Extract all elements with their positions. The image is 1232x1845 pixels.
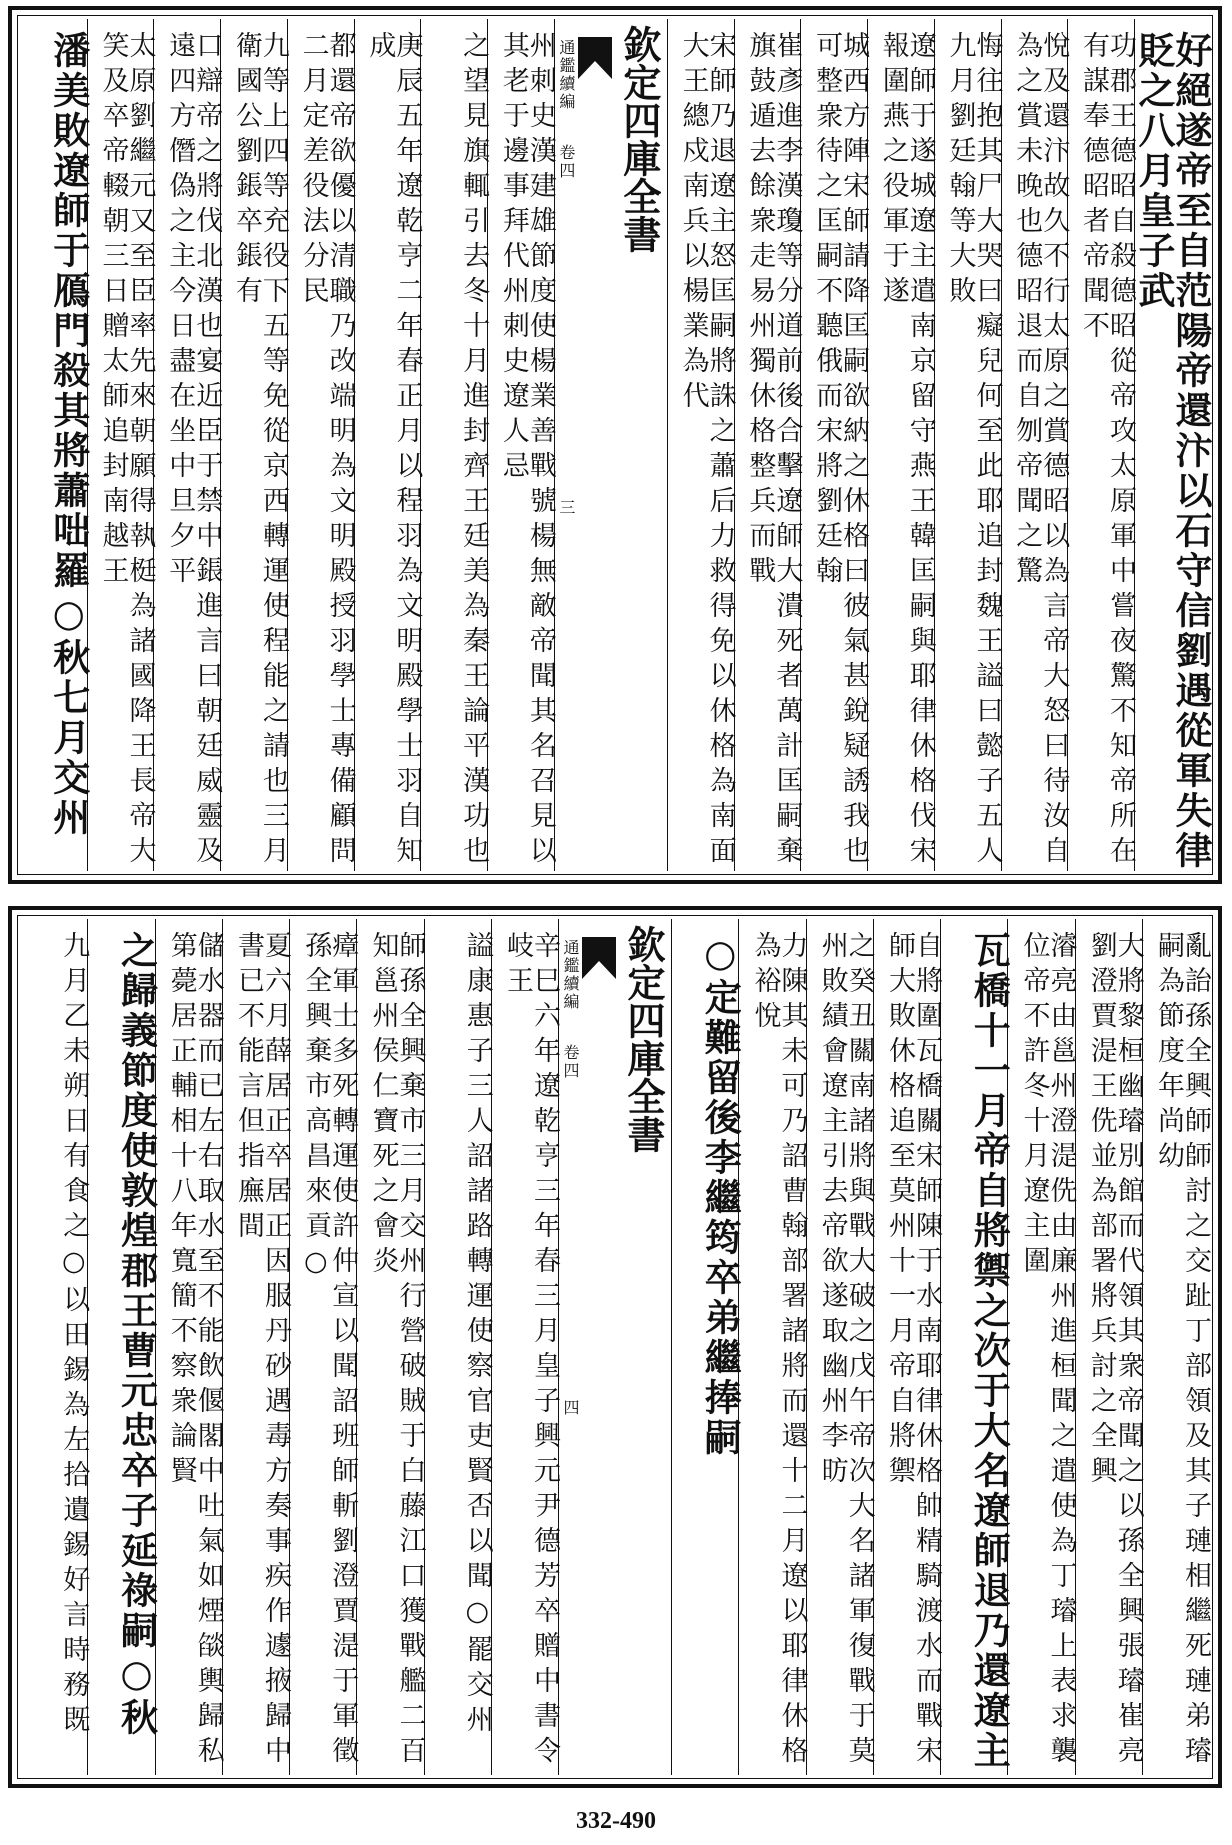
page-footer-number: 332-490	[576, 1808, 656, 1834]
text-column: 悅及還汴故久不行太原之賞德昭以為言帝大怒曰待汝自為之賞未晚也德昭退而自刎帝聞之驚	[1001, 19, 1068, 871]
text-column: 謚康惠子三人詔諸路轉運使察官吏賢否以聞○罷交州	[424, 919, 491, 1775]
text-column: 宋師乃退遼主怒匡嗣將誅之蕭后力救得免以休格為南面大王總戍南兵以楊業為代	[667, 19, 734, 871]
top-page-columns	[21, 19, 1213, 871]
text-column: 之望見旗輒引去冬十月進封齊王廷美為秦王論平漢功也	[420, 19, 487, 871]
text-column: 潘美敗遼師于鴈門殺其將蕭咄羅○秋七月交州	[46, 31, 91, 838]
text-column: 之歸義節度使敦煌郡王曹元忠卒子延祿嗣○秋	[87, 919, 154, 1775]
text-column: 夏六月薛居正卒居正因服丹砂遇毒方奏事疾作遽掖歸中書已不能言但指廡間	[222, 919, 289, 1775]
text-column: 功郡王德昭自殺德昭從帝攻太原軍中嘗夜驚不知帝所在有謀奉德昭者帝聞不	[1067, 19, 1134, 871]
text-column: 自將圍瓦橋關宋師陳于水南耶律休格帥精騎渡水而戰宋師大敗休格追至莫州十一月帝自將禦	[873, 919, 940, 1775]
volume-label: 卷四	[561, 1044, 580, 1080]
text-column: ○定難留後李繼筠卒弟繼捧嗣	[671, 919, 738, 1775]
top-page	[8, 6, 1222, 884]
text-column: 濬亮由邕州澄湜侁由廉州進桓聞之遣使為丁璿上表求襲位帝不許冬十月遼主圍	[1007, 919, 1074, 1775]
text-column: 悔往抱其尸大哭曰癡兒何至此耶追封魏王謚曰懿子五人九月劉廷翰等大敗	[934, 19, 1001, 871]
bottom-page	[8, 906, 1222, 1788]
text-column: 大將黎桓幽璿別館而代領其衆帝聞之以孫全興張璿崔亮劉澄賈湜王侁並為部署將兵討之全興	[1075, 919, 1142, 1775]
text-column: 州刺史漢建雄節度使楊業善戰號楊無敵帝聞其名召見以其老于邊事拜代州刺史遼人忌	[487, 19, 554, 871]
text-column: 太原劉繼元又至臣率先來朝願得執梃為諸國降王長帝大笑及卒帝輟朝三日贈太師追封南越王	[87, 19, 154, 871]
fish-tail-mark-icon	[582, 937, 616, 979]
text-column: 都還帝欲優以清職乃改端明為文明殿授羽學士專備顧問二月定差役法分民	[287, 19, 354, 871]
volume-label: 卷四	[556, 144, 576, 180]
series-title: 欽定四庫全書	[616, 25, 662, 253]
text-column: 辛巳六年遼乾亨三年春三月皇子興元尹德芳卒贈中書令岐王	[491, 919, 558, 1775]
text-column: 遼師于遂城遼主遣南京留守燕王韓匡嗣與耶律休格伐宋報圍燕之役軍于遂	[867, 19, 934, 871]
text-column: 好絕遂帝至自范陽帝還汴以石守信劉遇從軍失律貶之八月皇子武	[1134, 19, 1209, 871]
text-column: 城西方陣宋師請降匡嗣欲納之休格曰彼氣甚銳疑誘我也可整衆待之匡嗣不聽俄而宋將劉廷翰	[800, 19, 867, 871]
fish-tail-mark-icon	[578, 37, 612, 79]
center-fold	[558, 919, 671, 1775]
text-column: 九等上四等充役下五等免從京西轉運使程能之請也三月衛國公劉鋹卒鋹有	[220, 19, 287, 871]
text-column: 師孫全興棄市三月交州行營破賊于白藤江口獲戰艦二百知邕州侯仁寶死之會炎	[356, 919, 423, 1775]
text-column: 瓦橋十一月帝自將禦之次于大名遼師退乃還遼主	[940, 919, 1007, 1775]
text-column: 庚辰五年遼乾亨二年春正月以程羽為文明殿學士羽自知成	[354, 19, 421, 871]
page-number: 四	[561, 1399, 580, 1415]
text-column: 力陳其未可乃詔曹翰部署諸將而還十二月遼以耶律休格為裕悅	[738, 919, 805, 1775]
book-title: 通鑑續編	[561, 939, 580, 1011]
text-column: 亂詒孫全興師師討之交趾丁部領及其子璉相繼死璉弟璿嗣為節度年尚幼	[1142, 919, 1209, 1775]
book-title: 通鑑續編	[556, 39, 576, 111]
text-column: 口辯帝之將伐北漢也宴近臣于禁中鋹進言曰朝廷威靈及遠四方僭偽之主今日盡在坐中旦夕平	[153, 19, 220, 871]
page-number: 三	[556, 499, 576, 515]
text-column: 之癸丑關南諸將與戰大破之戊午帝次大名諸軍復戰于莫州敗績會遼主引去帝欲遂取幽州李昉	[806, 919, 873, 1775]
text-column: 崔彥進李漢瓊等分道前後合擊遼師大潰死者萬計匡嗣棄旗鼓遁去餘衆走易州獨休格整兵而戰	[734, 19, 801, 871]
series-title: 欽定四庫全書	[621, 925, 666, 1153]
bottom-page-columns	[21, 919, 1209, 1775]
center-fold	[554, 19, 667, 871]
text-column: 儲水器而已左右取水至不能飲偃閣中吐氣如煙燄輿歸私第薨居正輔相十八年寬簡不察衆論賢	[155, 919, 222, 1775]
text-column: 九月乙未朔日有食之○以田錫為左拾遺錫好言時務既	[58, 931, 90, 1740]
text-column: 瘴軍士多死轉運使許仲宣以聞詔班師斬劉澄賈湜于軍徵孫全興棄市高昌來貢○	[289, 919, 356, 1775]
